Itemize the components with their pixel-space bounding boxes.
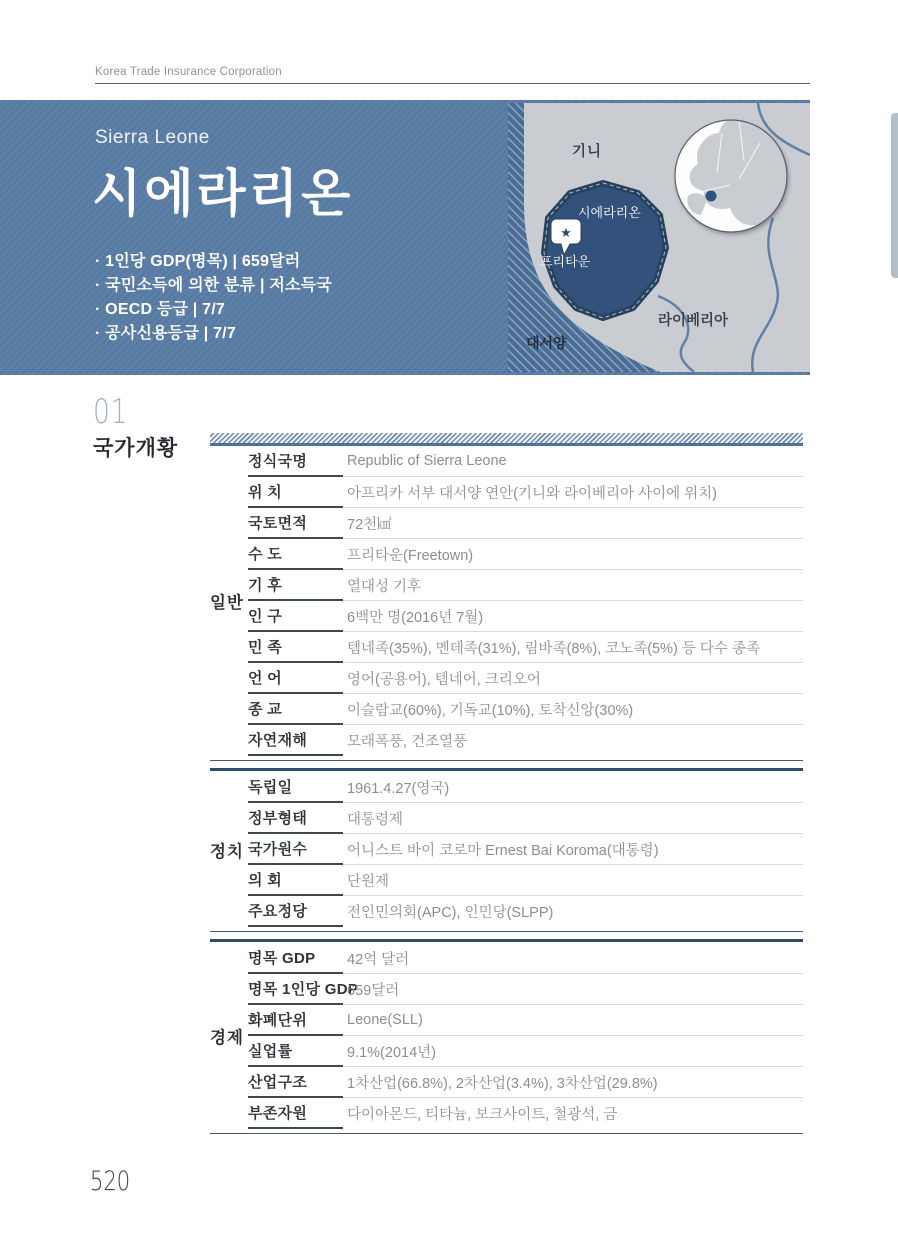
table-row (248, 943, 803, 974)
table-group (210, 446, 803, 761)
table-row (248, 1098, 803, 1129)
row-label: 의 회 (248, 865, 343, 896)
section-number: 01 (93, 392, 129, 432)
table-row (248, 834, 803, 865)
banner-fact-line: · 공사신용등급 | 7/7 (95, 325, 236, 342)
pin-star-icon: ★ (560, 225, 572, 240)
row-label: 국가원수 (248, 834, 343, 865)
row-value: 659달러 (343, 974, 803, 1005)
row-value: 대통령제 (343, 803, 803, 834)
row-value: 아프리카 서부 대서양 연안(기니와 라이베리아 사이에 위치) (343, 477, 803, 508)
row-label: 독립일 (248, 772, 343, 803)
row-label: 기 후 (248, 570, 343, 601)
row-value: 템네족(35%), 멘데족(31%), 림바족(8%), 코노족(5%) 등 다수 종족 (343, 632, 803, 663)
row-value: Leone(SLL) (343, 1005, 803, 1036)
table-row (248, 694, 803, 725)
row-label: 화폐단위 (248, 1005, 343, 1036)
row-label: 부존자원 (248, 1098, 343, 1129)
row-label: 위 치 (248, 477, 343, 508)
row-value: 이슬람교(60%), 기독교(10%), 토착신앙(30%) (343, 694, 803, 725)
table-group-label: 일반 (210, 594, 244, 612)
table-row (248, 477, 803, 508)
table-row (248, 772, 803, 803)
page-number: 520 (90, 1166, 131, 1197)
table-group (210, 768, 803, 932)
table-row (248, 601, 803, 632)
publisher-name: Korea Trade Insurance Corporation (95, 66, 282, 78)
table-row (248, 865, 803, 896)
table-group-rows (248, 772, 803, 927)
row-value: 영어(공용어), 템네어, 크리오어 (343, 663, 803, 694)
row-label: 종 교 (248, 694, 343, 725)
map-graphic (508, 103, 810, 372)
table-row (248, 974, 803, 1005)
table-row (248, 1036, 803, 1067)
row-label: 산업구조 (248, 1067, 343, 1098)
table-row (248, 446, 803, 477)
row-value: 다이아몬드, 티타늄, 보크사이트, 철광석, 금 (347, 1107, 618, 1123)
map-label-liberia: 라이베리아 (658, 313, 729, 329)
table-row (248, 663, 803, 694)
banner-facts (95, 250, 332, 346)
banner-fact-line: · 1인당 GDP(명목) | 659달러 (95, 253, 301, 270)
row-value: 어니스트 바이 코로마 Ernest Bai Koroma(대통령) (343, 834, 803, 865)
table-group (210, 939, 803, 1134)
inset-location-dot (706, 191, 717, 202)
row-value: 6백만 명(2016년 7월) (343, 601, 803, 632)
row-value: 42억 달러 (343, 943, 803, 974)
table-row (248, 539, 803, 570)
table-group-label: 정치 (210, 842, 244, 861)
row-value: 프리타운(Freetown) (343, 539, 803, 570)
section-title: 국가개황 (93, 437, 179, 460)
map-label-capital: 프리타운 (540, 254, 591, 269)
row-label: 주요정당 (248, 896, 343, 927)
table-group-label: 경제 (210, 1029, 244, 1047)
row-value: 9.1%(2014년) (343, 1036, 803, 1067)
table-row (248, 803, 803, 834)
table-row (248, 725, 803, 756)
map-label-guinea: 기니 (572, 144, 603, 160)
row-label: 명목 GDP (248, 943, 343, 974)
row-value: Republic of Sierra Leone (343, 446, 803, 477)
row-label: 언 어 (248, 663, 343, 694)
row-value: 72천㎢ (343, 508, 803, 539)
row-value: 전인민의회(APC), 인민당(SLPP) (347, 905, 554, 921)
banner-fact-line: · 국민소득에 의한 분류 | 저소득국 (95, 277, 332, 294)
running-header (95, 66, 810, 84)
country-table (210, 433, 803, 1134)
table-row (248, 1005, 803, 1036)
row-value: 1차산업(66.8%), 2차산업(3.4%), 3차산업(29.8%) (343, 1067, 803, 1098)
map-label-atlantic: 대서양 (526, 335, 567, 351)
row-label: 자연재해 (248, 725, 343, 756)
chapter-edge-tab (891, 113, 898, 278)
row-value: 모래폭풍, 건조열풍 (347, 734, 468, 750)
banner-fact-line: · OECD 등급 | 7/7 (95, 301, 225, 318)
row-value: 열대성 기후 (343, 570, 803, 601)
table-row (248, 632, 803, 663)
table-groups (210, 446, 803, 1134)
row-label: 인 구 (248, 601, 343, 632)
row-label: 정부형태 (248, 803, 343, 834)
table-row (248, 570, 803, 601)
row-label: 실업률 (248, 1036, 343, 1067)
row-label: 민 족 (248, 632, 343, 663)
table-hatch-band (210, 433, 803, 446)
table-row (248, 1067, 803, 1098)
inset-globe (675, 120, 787, 232)
table-group-rows (248, 943, 803, 1129)
table-row (248, 508, 803, 539)
country-map (508, 103, 810, 372)
row-label: 명목 1인당 GDP (248, 974, 343, 1005)
country-name-korean: 시에라리온 (92, 165, 354, 222)
row-value: 단원제 (343, 865, 803, 896)
map-label-sierra-leone: 시에라리온 (578, 205, 641, 220)
country-name-english: Sierra Leone (95, 127, 210, 148)
table-group-rows (248, 446, 803, 756)
row-label: 수 도 (248, 539, 343, 570)
row-label: 국토면적 (248, 508, 343, 539)
row-value: 1961.4.27(영국) (343, 772, 803, 803)
table-row (248, 896, 803, 927)
row-label: 정식국명 (248, 446, 343, 477)
